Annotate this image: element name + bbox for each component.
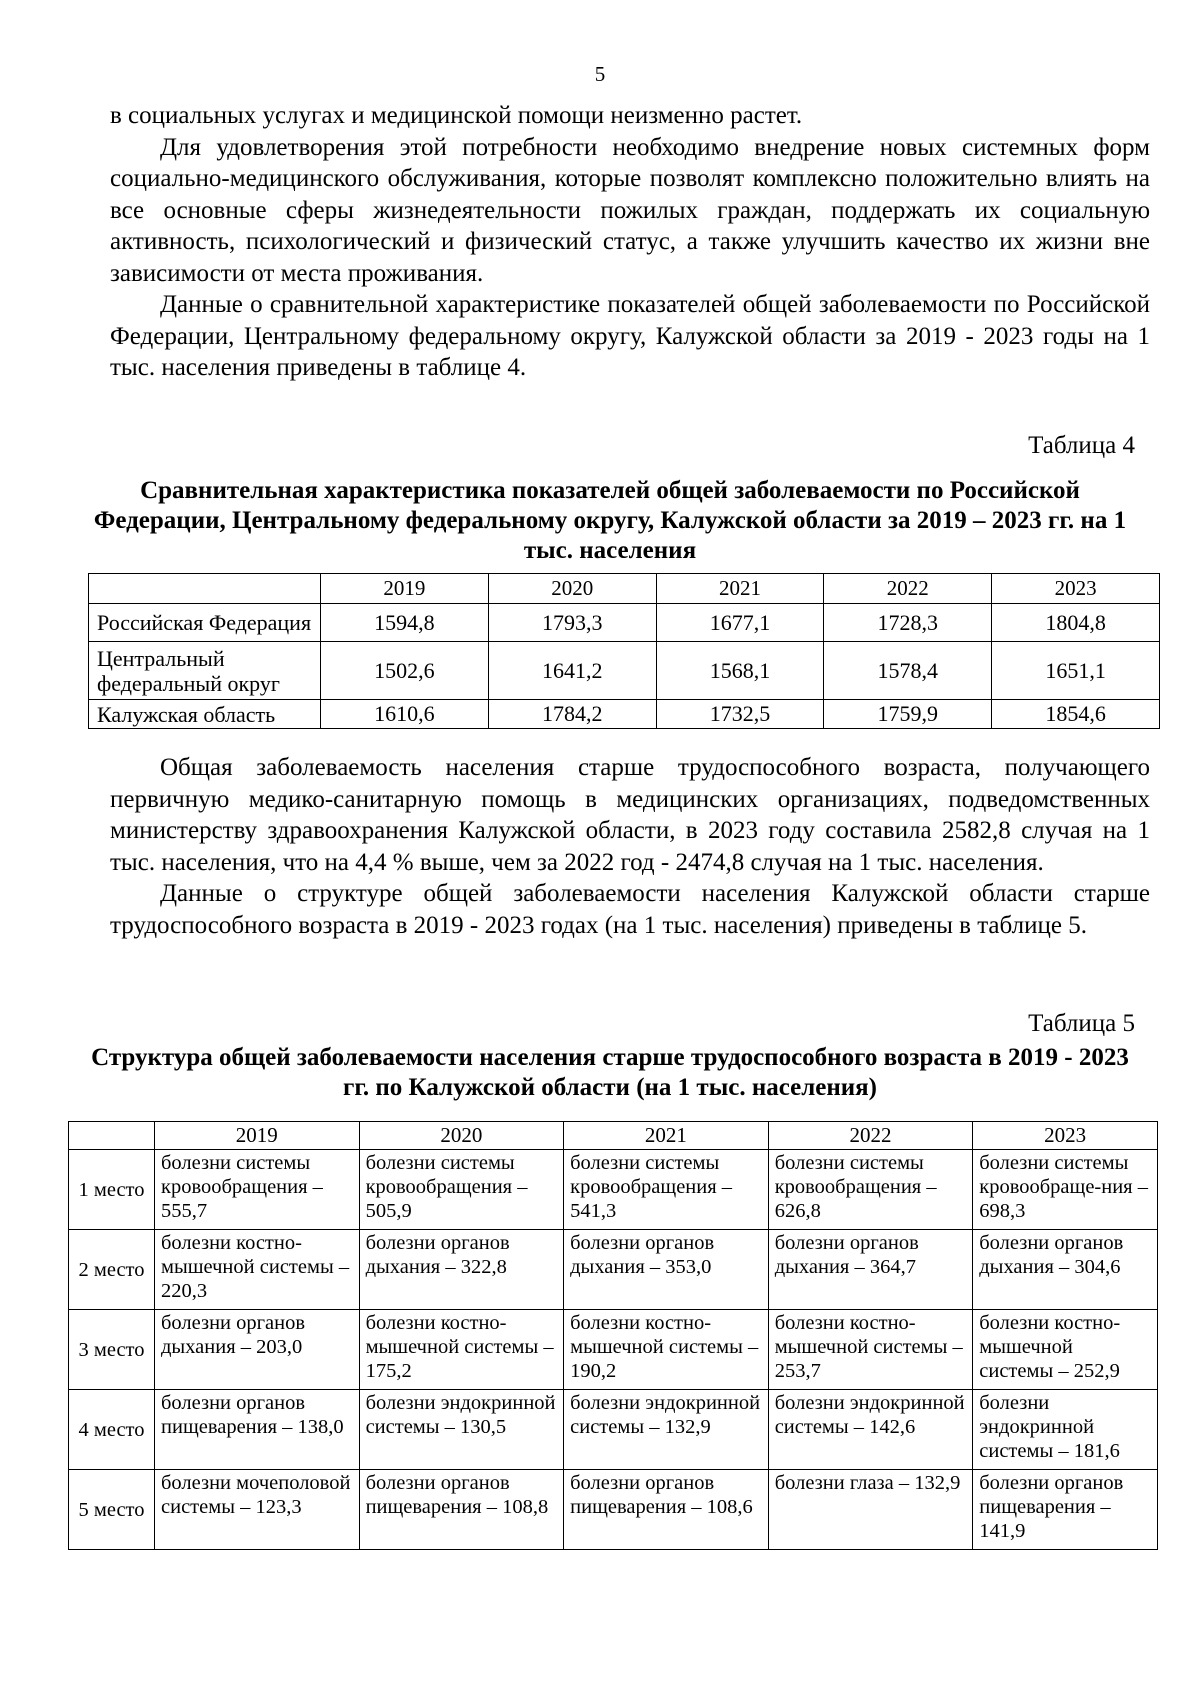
table-row	[89, 604, 1160, 642]
table-row	[89, 642, 1160, 700]
table5-rank: 5 место	[69, 1470, 155, 1550]
table5	[68, 1121, 1158, 1550]
paragraph: Данные о сравнительной характеристике показателей общей заболеваемости по Российской Федерации, Центральному федеральному округу, Калужской области за 2019 - 2023 годы на 1 тыс. населения приведены в таблице 4.	[110, 291, 1150, 381]
table5-cell: болезни органов дыхания – 353,0	[564, 1230, 769, 1310]
table5-caption: Таблица 5	[1028, 1010, 1135, 1037]
table5-cell: болезни костно-мышечной системы – 253,7	[768, 1310, 973, 1390]
table4-header-row	[89, 574, 1160, 604]
table5-cell: болезни системы кровообраще-ния – 698,3	[973, 1150, 1158, 1230]
table4-col-header: 2023	[992, 574, 1160, 604]
table4-cell: 1854,6	[992, 700, 1160, 729]
table5-cell: болезни органов пищеварения – 141,9	[973, 1470, 1158, 1550]
table4-cell: 1793,3	[488, 604, 656, 642]
table4-cell: 1804,8	[992, 604, 1160, 642]
paragraph: Для удовлетворения этой потребности необходимо внедрение новых системных форм социально-медицинского обслуживания, которые позволят комплексно положительно влиять на все основные сферы жизнедеятельности пожилых граждан, поддержать их социальную активность, психологический и физический статус, а также улучшить качество их жизни вне зависимости от места проживания.	[110, 133, 1150, 287]
table4-cell: 1651,1	[992, 642, 1160, 700]
table4-row-label: Калужская область	[89, 700, 321, 729]
table5-cell: болезни костно-мышечной системы – 190,2	[564, 1310, 769, 1390]
table5-col-header: 2023	[973, 1122, 1158, 1150]
table5-cell: болезни органов пищеварения – 108,6	[564, 1470, 769, 1550]
table5-rank: 4 место	[69, 1390, 155, 1470]
table5-cell: болезни эндокринной системы – 181,6	[973, 1390, 1158, 1470]
table5-cell: болезни мочеполовой системы – 123,3	[155, 1470, 360, 1550]
table4-row-label: Центральный федеральный округ	[89, 642, 321, 700]
table5-cell: болезни органов пищеварения – 138,0	[155, 1390, 360, 1470]
paragraph: Общая заболеваемость населения старше трудоспособного возраста, получающего первичную медико-санитарную помощь в медицинских организациях, подведомственных министерству здравоохранения Калужской области, в 2023 году составила 2582,8 случая на 1 тыс. населения, что на 4,4 % выше, чем за 2022 год - 2474,8 случая на 1 тыс. населения.	[110, 754, 1150, 876]
middle-text	[110, 752, 1150, 941]
table5-cell: болезни органов дыхания – 322,8	[359, 1230, 564, 1310]
table5-rank: 1 место	[69, 1150, 155, 1230]
table-row	[89, 700, 1160, 729]
table4-col-header: 2021	[656, 574, 824, 604]
table4-row-label: Российская Федерация	[89, 604, 321, 642]
table4-cell: 1677,1	[656, 604, 824, 642]
table5-col-header: 2021	[564, 1122, 769, 1150]
table5-cell: болезни эндокринной системы – 142,6	[768, 1390, 973, 1470]
table4-col-header: 2022	[824, 574, 992, 604]
table4-cell: 1732,5	[656, 700, 824, 729]
table-row	[69, 1150, 1158, 1230]
table5-rank: 2 место	[69, 1230, 155, 1310]
table5-cell: болезни системы кровообращения – 505,9	[359, 1150, 564, 1230]
table5-cell: болезни органов дыхания – 364,7	[768, 1230, 973, 1310]
table5-cell: болезни органов дыхания – 304,6	[973, 1230, 1158, 1310]
table5-corner-cell	[69, 1122, 155, 1150]
table-row	[69, 1470, 1158, 1550]
table5-col-header: 2019	[155, 1122, 360, 1150]
table4-cell: 1568,1	[656, 642, 824, 700]
table4-corner-cell	[89, 574, 321, 604]
table5-cell: болезни органов пищеварения – 108,8	[359, 1470, 564, 1550]
table5-cell: болезни глаза – 132,9	[768, 1470, 973, 1550]
table-row	[69, 1310, 1158, 1390]
table5-cell: болезни костно-мышечной системы – 220,3	[155, 1230, 360, 1310]
table4-title: Сравнительная характеристика показателей общей заболеваемости по Российской Федерации, Центральному федеральному округу, Калужской области за 2019 – 2023 гг. на 1 тыс. населения	[93, 477, 1127, 564]
table5-cell: болезни системы кровообращения – 626,8	[768, 1150, 973, 1230]
table4-col-header: 2019	[321, 574, 489, 604]
table4-cell: 1641,2	[488, 642, 656, 700]
table4-cell: 1578,4	[824, 642, 992, 700]
table5-header-row	[69, 1122, 1158, 1150]
table5-cell: болезни системы кровообращения – 541,3	[564, 1150, 769, 1230]
table4	[88, 573, 1160, 729]
table4-cell: 1784,2	[488, 700, 656, 729]
table5-cell: болезни костно-мышечной системы – 252,9	[973, 1310, 1158, 1390]
table5-rank: 3 место	[69, 1310, 155, 1390]
table5-cell: болезни эндокринной системы – 130,5	[359, 1390, 564, 1470]
table5-col-header: 2022	[768, 1122, 973, 1150]
table5-col-header: 2020	[359, 1122, 564, 1150]
table5-cell: болезни эндокринной системы – 132,9	[564, 1390, 769, 1470]
table5-cell: болезни органов дыхания – 203,0	[155, 1310, 360, 1390]
page-number: 5	[594, 62, 606, 86]
paragraph: Данные о структуре общей заболеваемости населения Калужской области старше трудоспособного возраста в 2019 - 2023 годах (на 1 тыс. населения) приведены в таблице 5.	[110, 880, 1150, 939]
table5-cell: болезни системы кровообращения – 555,7	[155, 1150, 360, 1230]
table4-cell: 1594,8	[321, 604, 489, 642]
table4-cell: 1728,3	[824, 604, 992, 642]
table5-title: Структура общей заболеваемости населения старше трудоспособного возраста в 2019 - 2023 гг. по Калужской области (на 1 тыс. населения)	[91, 1044, 1129, 1101]
table-row	[69, 1390, 1158, 1470]
table4-cell: 1502,6	[321, 642, 489, 700]
paragraph: в социальных услугах и медицинской помощи неизменно растет.	[110, 102, 803, 129]
table4-cell: 1610,6	[321, 700, 489, 729]
intro-text	[110, 100, 1150, 384]
table5-cell: болезни костно-мышечной системы – 175,2	[359, 1310, 564, 1390]
table4-cell: 1759,9	[824, 700, 992, 729]
table-row	[69, 1230, 1158, 1310]
table4-col-header: 2020	[488, 574, 656, 604]
table4-caption: Таблица 4	[1028, 432, 1135, 459]
